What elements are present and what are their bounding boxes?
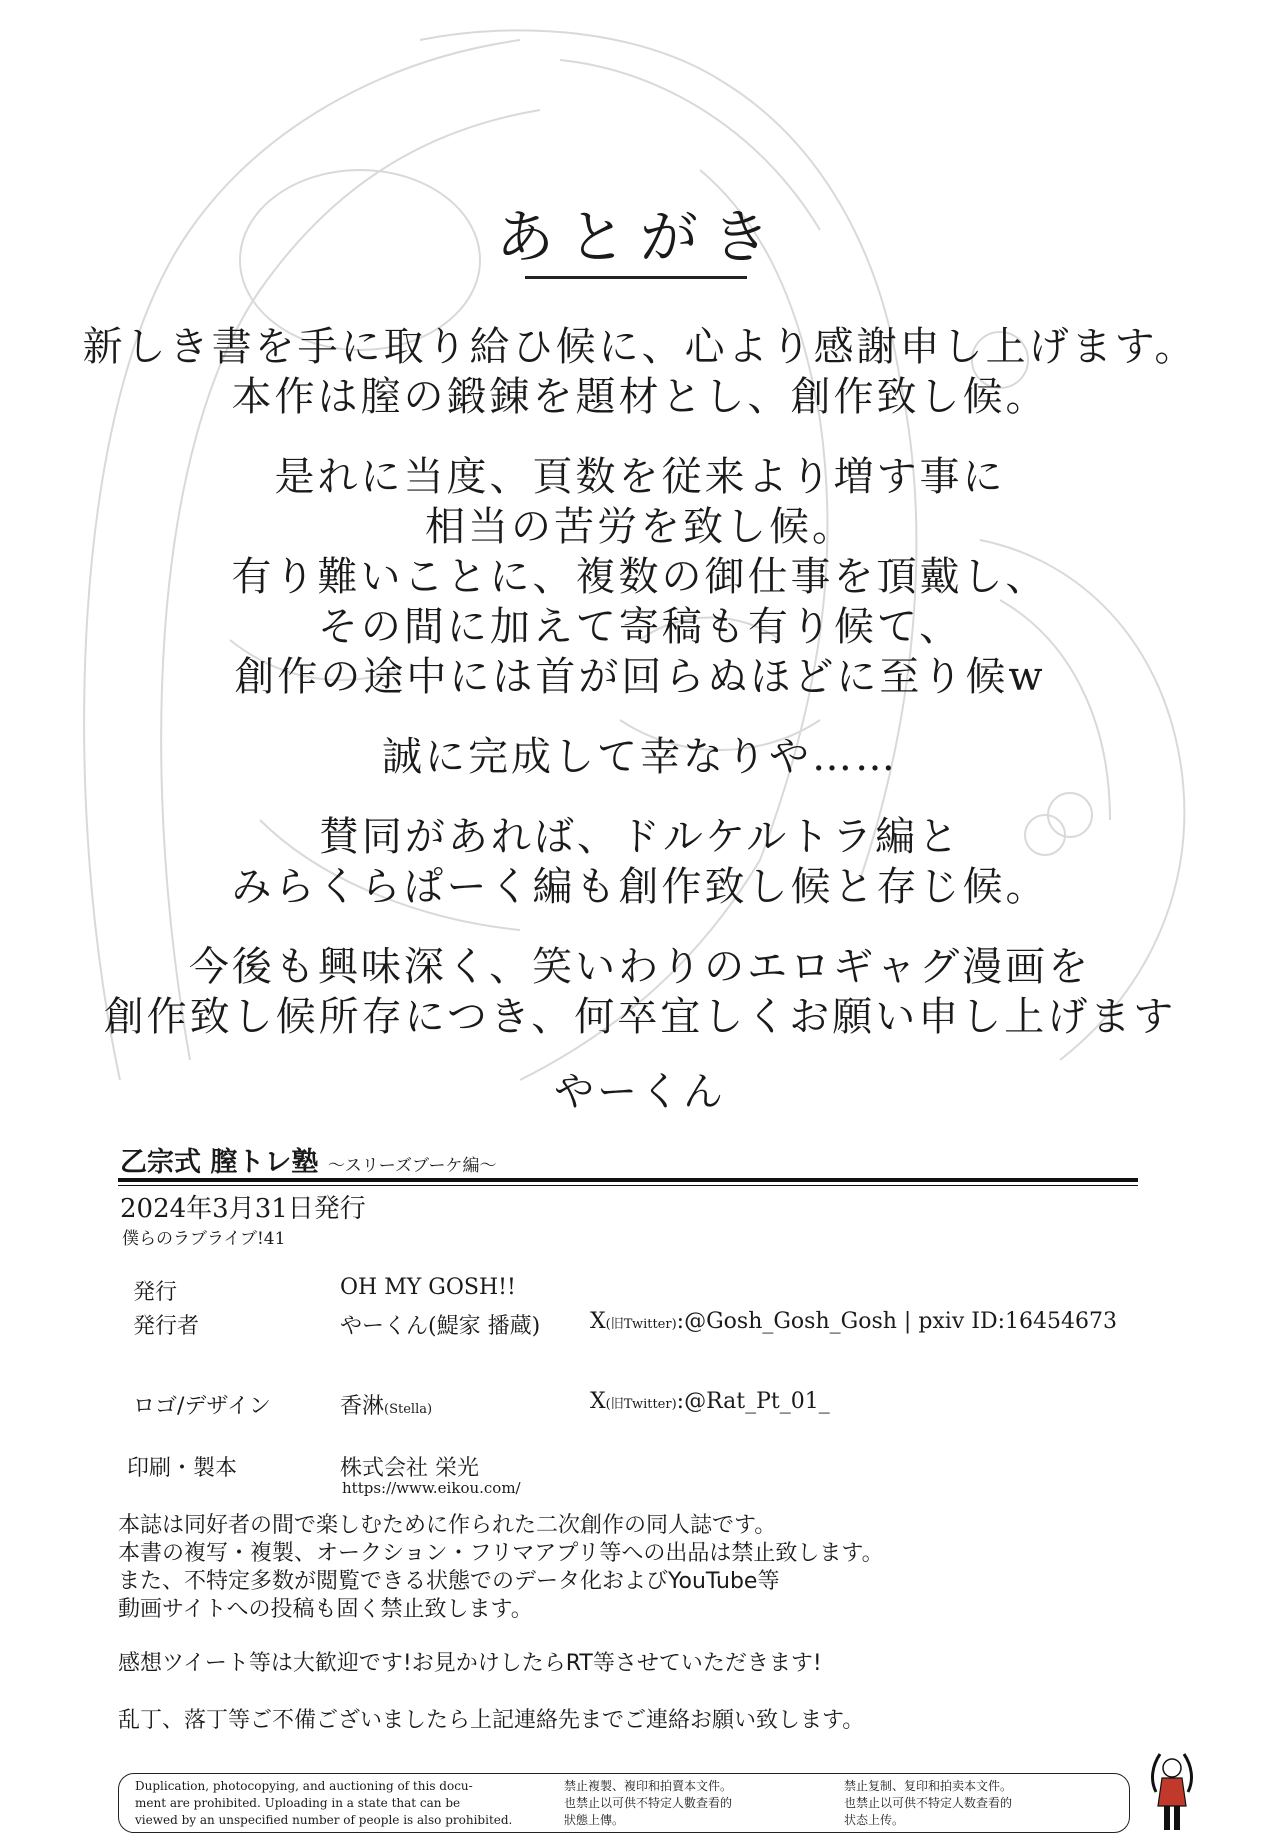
logo-design-value [340,1389,432,1420]
divider [118,1185,1138,1186]
legal-line: 状态上传。 [844,1813,905,1827]
x-label: X [590,1309,606,1334]
designer-handle: :@Rat_Pt_01_ [676,1389,830,1414]
publisher-value: OH MY GOSH!! [340,1275,516,1300]
afterword-signature: やーくん [554,1069,726,1115]
legal-simplified-chinese [844,1778,1104,1829]
publisher-label: 発行 [133,1280,178,1305]
legal-english [135,1778,545,1829]
issuer-handle: :@Gosh_Gosh_Gosh | pxiv ID:16454673 [676,1309,1117,1334]
legal-line: Duplication, photocopying, and auctioning of this docu- [135,1779,473,1793]
notice-line: また、不特定多数が閲覧できる状態でのデータ化およびYouTube等 [118,1569,780,1594]
legal-line: 禁止複製、複印和拍賣本文件。 [564,1779,733,1793]
issuer-social [590,1309,1117,1334]
notice-line: 乱丁、落丁等ご不備ございましたら上記連絡先までご連絡お願い致します。 [118,1708,865,1733]
afterword-line: その間に加えて寄稿も有り候て、 [317,604,963,650]
afterword-line: 有り難いことに、複数の御仕事を頂戴し、 [231,554,1049,600]
book-title [120,1140,496,1179]
notice-line: 本書の複写・複製、オークション・フリマアプリ等への出品は禁止致します。 [118,1541,884,1566]
book-title-main: 乙宗式 膣トレ塾 [120,1147,319,1178]
designer-name: 香淋 [340,1394,385,1419]
afterword-line: 誠に完成して幸なりや…… [382,734,898,780]
issuer-value: やーくん(鯷家 播蔵) [340,1314,541,1339]
notice-line: 感想ツイート等は大歓迎です!お見かけしたらRT等させていただきます! [118,1651,822,1676]
legal-line: viewed by an unspecified number of people is also prohibited. [135,1813,513,1827]
issuer-label: 発行者 [133,1314,200,1339]
legal-traditional-chinese [564,1778,814,1829]
afterword-line: 賛同があれば、ドルケルトラ編と [318,814,962,860]
printing-label: 印刷・製本 [127,1456,238,1481]
character-illustration [1142,1748,1202,1834]
afterword-title: あとがき [495,203,784,271]
x-old-name: (旧Twitter) [605,1317,677,1332]
legal-line: 狀態上傳。 [564,1813,625,1827]
afterword-line: 本作は膣の鍛錬を題材とし、創作致し候。 [231,374,1049,420]
printing-value: 株式会社 栄光 [340,1456,479,1481]
afterword-line: 創作の途中には首が回らぬほどに至り候w [234,654,1046,700]
event-name: 僕らのラブライブ!41 [122,1229,286,1249]
notice-line: 本誌は同好者の間で楽しむために作られた二次創作の同人誌です。 [118,1513,777,1538]
designer-alias: (Stella) [384,1402,433,1417]
afterword-line: 相当の苦労を致し候。 [425,504,855,550]
printer-url: https://www.eikou.com/ [342,1479,521,1497]
book-subtitle: 〜スリーズブーケ編〜 [327,1156,497,1176]
legal-line: 也禁止以可供不特定人数查看的 [844,1796,1013,1810]
afterword-line: 是れに当度、頁数を従来より増す事に [274,454,1006,500]
publication-date: 2024年3月31日発行 [120,1194,366,1224]
afterword-line: 創作致し候所存につき、何卒宜しくお願い申し上げます [103,994,1177,1040]
x-old-name: (旧Twitter) [605,1397,677,1412]
notice-line: 動画サイトへの投稿も固く禁止致します。 [118,1597,533,1622]
logo-design-label: ロゴ/デザイン [133,1394,271,1419]
legal-line: ment are prohibited. Uploading in a state that can be [135,1796,461,1810]
x-label: X [590,1389,606,1414]
afterword-line: みらくらぱーく編も創作致し候と存じ候。 [231,864,1049,910]
legal-notice-box [118,1773,1130,1833]
afterword-line: 新しき書を手に取り給ひ候に、心より感謝申し上げます。 [82,324,1198,370]
legal-line: 也禁止以可供不特定人數查看的 [564,1796,733,1810]
divider [118,1178,1138,1182]
afterword-line: 今後も興味深く、笑いわりのエロギャグ漫画を [188,944,1092,990]
legal-line: 禁止复制、复印和拍卖本文件。 [844,1779,1013,1793]
designer-social [590,1389,830,1414]
